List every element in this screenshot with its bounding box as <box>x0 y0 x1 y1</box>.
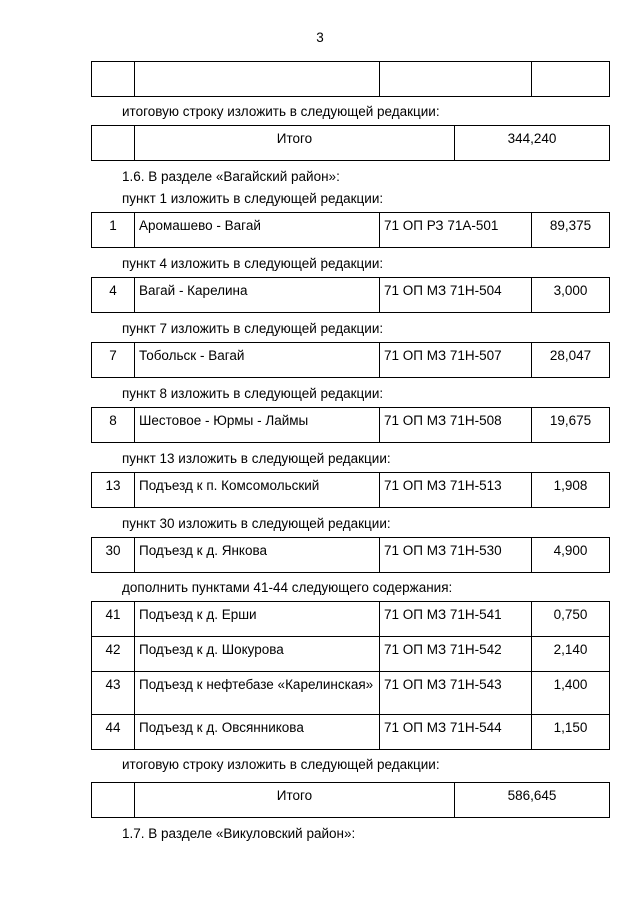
row-number: 7 <box>92 343 135 378</box>
page-number: 3 <box>316 30 324 45</box>
section-heading: 1.6. В разделе «Вагайский район»: <box>122 169 340 184</box>
road-length: 28,047 <box>532 343 610 378</box>
road-code: 71 ОП МЗ 71Н-508 <box>380 408 532 443</box>
table-cell <box>380 62 532 97</box>
road-name: Подъезд к д. Ерши <box>135 602 380 637</box>
road-code: 71 ОП МЗ 71Н-513 <box>380 473 532 508</box>
block-intro: дополнить пунктами 41-44 следующего содержания: <box>122 580 453 595</box>
block-intro: пункт 13 изложить в следующей редакции: <box>122 451 391 466</box>
row-number: 13 <box>92 473 135 508</box>
road-name: Подъезд к д. Овсянникова <box>135 715 380 750</box>
road-code: 71 ОП МЗ 71Н-530 <box>380 538 532 573</box>
road-length: 1,150 <box>532 715 610 750</box>
road-name: Подъезд к нефтебазе «Карелинская» <box>135 672 380 715</box>
road-code: 71 ОП РЗ 71А-501 <box>380 213 532 248</box>
table-row <box>92 343 610 378</box>
road-code: 71 ОП МЗ 71Н-543 <box>380 672 532 715</box>
row-number: 42 <box>92 637 135 672</box>
row-number: 44 <box>92 715 135 750</box>
road-table <box>91 212 610 248</box>
road-name: Шестовое - Юрмы - Лаймы <box>135 408 380 443</box>
table-cell <box>92 783 135 818</box>
table-cell <box>92 126 135 161</box>
road-length: 1,908 <box>532 473 610 508</box>
road-code: 71 ОП МЗ 71Н-544 <box>380 715 532 750</box>
road-length: 0,750 <box>532 602 610 637</box>
table-row <box>92 213 610 248</box>
road-code: 71 ОП МЗ 71Н-507 <box>380 343 532 378</box>
table-row <box>92 473 610 508</box>
block-intro: пункт 7 изложить в следующей редакции: <box>122 321 384 336</box>
total-value: 344,240 <box>455 126 610 161</box>
row-number: 30 <box>92 538 135 573</box>
road-name: Подъезд к п. Комсомольский <box>135 473 380 508</box>
road-length: 2,140 <box>532 637 610 672</box>
road-table <box>91 407 610 443</box>
road-table <box>91 472 610 508</box>
table-row <box>92 715 610 750</box>
road-length: 4,900 <box>532 538 610 573</box>
road-table <box>91 601 610 750</box>
section-heading: 1.7. В разделе «Викуловский район»: <box>122 826 356 841</box>
continued-table-row <box>91 61 610 97</box>
table-cell <box>92 62 135 97</box>
road-length: 19,675 <box>532 408 610 443</box>
total-table-2 <box>91 782 610 818</box>
row-number: 4 <box>92 278 135 313</box>
road-table <box>91 342 610 378</box>
paragraph-total-intro: итоговую строку изложить в следующей редакции: <box>122 757 440 772</box>
table-cell <box>135 62 380 97</box>
road-name: Подъезд к д. Янкова <box>135 538 380 573</box>
table-cell <box>532 62 610 97</box>
total-label: Итого <box>135 126 455 161</box>
table-row <box>92 637 610 672</box>
road-name: Вагай - Карелина <box>135 278 380 313</box>
total-table-1 <box>91 125 610 161</box>
block-intro: пункт 4 изложить в следующей редакции: <box>122 256 384 271</box>
road-code: 71 ОП МЗ 71Н-541 <box>380 602 532 637</box>
road-name: Аромашево - Вагай <box>135 213 380 248</box>
road-name: Подъезд к д. Шокурова <box>135 637 380 672</box>
road-name: Тобольск - Вагай <box>135 343 380 378</box>
row-number: 8 <box>92 408 135 443</box>
road-length: 89,375 <box>532 213 610 248</box>
road-table <box>91 277 610 313</box>
table-row <box>92 538 610 573</box>
table-row <box>92 408 610 443</box>
row-number: 43 <box>92 672 135 715</box>
road-length: 3,000 <box>532 278 610 313</box>
block-intro: пункт 8 изложить в следующей редакции: <box>122 386 384 401</box>
road-length: 1,400 <box>532 672 610 715</box>
block-intro: пункт 1 изложить в следующей редакции: <box>122 191 384 206</box>
total-value: 586,645 <box>455 783 610 818</box>
road-code: 71 ОП МЗ 71Н-542 <box>380 637 532 672</box>
table-row <box>92 672 610 715</box>
road-code: 71 ОП МЗ 71Н-504 <box>380 278 532 313</box>
table-row <box>92 278 610 313</box>
paragraph-total-intro: итоговую строку изложить в следующей редакции: <box>122 104 440 119</box>
total-label: Итого <box>135 783 455 818</box>
row-number: 41 <box>92 602 135 637</box>
block-intro: пункт 30 изложить в следующей редакции: <box>122 516 391 531</box>
road-table <box>91 537 610 573</box>
row-number: 1 <box>92 213 135 248</box>
table-row <box>92 602 610 637</box>
